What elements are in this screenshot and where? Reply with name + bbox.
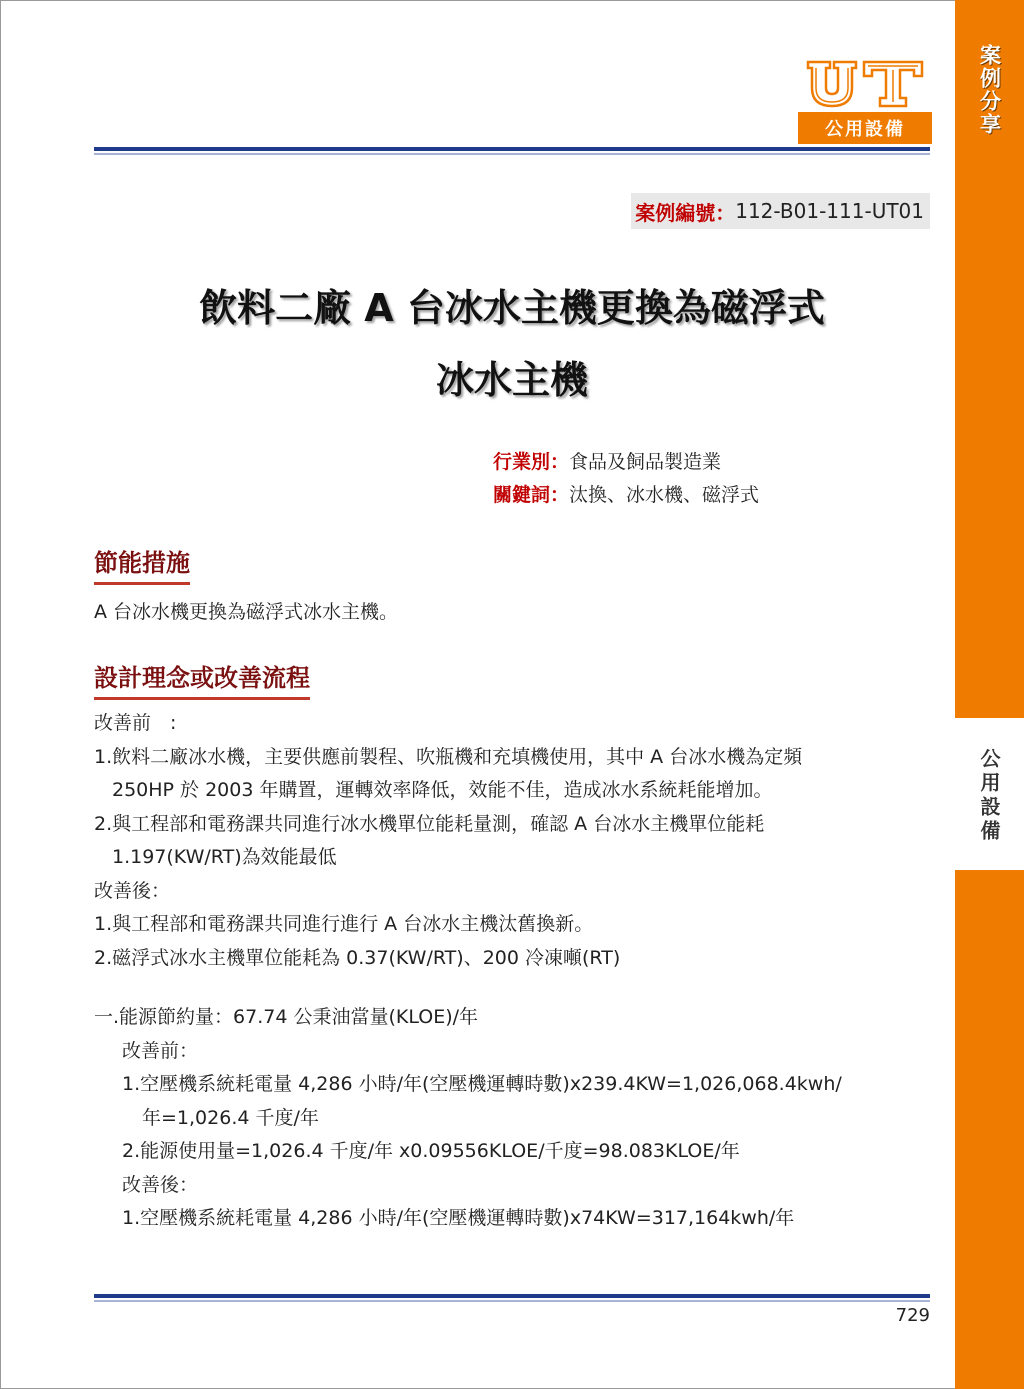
keywords-row — [493, 479, 759, 511]
ut-logo-icon — [804, 60, 926, 108]
text-line: 改善前 : — [94, 712, 177, 734]
section-heading-measure: 節能措施 — [94, 543, 190, 585]
text-line: 1.197(KW/RT)為效能最低 — [112, 846, 337, 868]
footer-rule — [94, 1294, 930, 1302]
design-content — [94, 707, 934, 1236]
page-title — [94, 272, 930, 416]
header-rule — [94, 147, 930, 155]
industry-value: 食品及飼品製造業 — [569, 451, 722, 473]
text-line: 1.空壓機系統耗電量 4,286 小時/年(空壓機運轉時數)x74KW=317,164kwh/年 — [122, 1207, 795, 1229]
text-line: 2.能源使用量=1,026.4 千度/年 x0.09556KLOE/千度=98.083KLOE/年 — [122, 1140, 740, 1162]
text-line: 2.與工程部和電務課共同進行冰水機單位能耗量測，確認 A 台冰水主機單位能耗 — [94, 812, 765, 835]
text-line: 1.飲料二廠冰水機，主要供應前製程、吹瓶機和充填機使用，其中 A 台冰水機為定頻 — [94, 745, 803, 768]
side-tab-case-share — [955, 0, 1024, 160]
text-line: 1.與工程部和電務課共同進行進行 A 台冰水主機汰舊換新。 — [94, 913, 594, 935]
case-number-value: 112-B01-111-UT01 — [735, 199, 924, 223]
page-title-line2: 冰水主機 — [435, 358, 588, 402]
side-tab-case-share-label: 案例分享 — [977, 44, 1002, 136]
measure-text: A 台冰水機更換為磁浮式冰水主機。 — [94, 601, 399, 623]
text-line: 1.空壓機系統耗電量 4,286 小時/年(空壓機運轉時數)x239.4KW=1,026,068.4kwh/ — [122, 1073, 842, 1095]
text-line: 2.磁浮式冰水主機單位能耗為 0.37(KW/RT)、200 冷凍噸(RT) — [94, 946, 621, 969]
text-line: 年=1,026.4 千度/年 — [142, 1106, 319, 1129]
side-tab-utilities — [955, 718, 1024, 870]
ut-logo — [798, 60, 932, 144]
side-tab-utilities-label: 公用設備 — [977, 748, 1001, 844]
case-number-label: 案例編號： — [635, 200, 736, 225]
keywords-label: 關鍵詞： — [493, 484, 570, 506]
industry-label: 行業別： — [493, 451, 570, 473]
side-rail — [955, 0, 1024, 1389]
section-heading-design: 設計理念或改善流程 — [94, 658, 310, 700]
text-line: 改善前： — [122, 1039, 199, 1062]
page-number: 729 — [895, 1305, 930, 1326]
text-line: 250HP 於 2003 年購置，運轉效率降低，效能不佳，造成冰水系統耗能增加。 — [112, 779, 773, 801]
page-title-line1: 飲料二廠 A 台冰水主機更換為磁浮式 — [199, 286, 825, 330]
text-line: 改善後： — [94, 879, 171, 902]
keywords-value: 汰換、冰水機、磁浮式 — [569, 484, 760, 506]
text-line: 一.能源節約量：67.74 公秉油當量(KLOE)/年 — [94, 1006, 479, 1028]
text-line: 改善後： — [122, 1173, 199, 1196]
case-number — [631, 193, 930, 229]
logo-band-label: 公用設備 — [798, 112, 932, 144]
industry-row — [493, 446, 721, 478]
